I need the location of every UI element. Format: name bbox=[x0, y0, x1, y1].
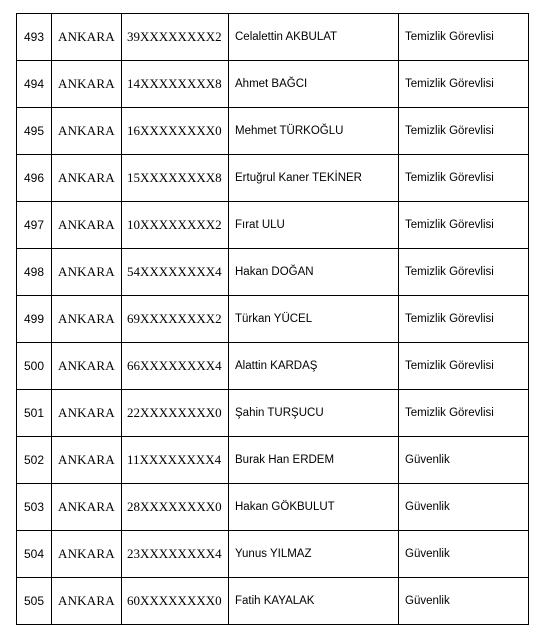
row-full-name: Hakan GÖKBULUT bbox=[229, 484, 399, 531]
table-row bbox=[17, 14, 529, 61]
row-id-number: 22XXXXXXXX0 bbox=[122, 390, 229, 437]
row-position: Temizlik Görevlisi bbox=[399, 61, 529, 108]
row-city: ANKARA bbox=[52, 108, 122, 155]
personnel-table-body bbox=[17, 14, 529, 625]
row-position: Temizlik Görevlisi bbox=[399, 108, 529, 155]
row-full-name: Celalettin AKBULAT bbox=[229, 14, 399, 61]
row-id-number: 16XXXXXXXX0 bbox=[122, 108, 229, 155]
row-position: Temizlik Görevlisi bbox=[399, 155, 529, 202]
table-row bbox=[17, 531, 529, 578]
row-number: 500 bbox=[17, 343, 52, 390]
row-city: ANKARA bbox=[52, 343, 122, 390]
row-full-name: Türkan YÜCEL bbox=[229, 296, 399, 343]
row-city: ANKARA bbox=[52, 484, 122, 531]
table-row bbox=[17, 343, 529, 390]
row-id-number: 28XXXXXXXX0 bbox=[122, 484, 229, 531]
row-position: Temizlik Görevlisi bbox=[399, 390, 529, 437]
row-full-name: Mehmet TÜRKOĞLU bbox=[229, 108, 399, 155]
row-number: 505 bbox=[17, 578, 52, 625]
row-full-name: Şahin TURŞUCU bbox=[229, 390, 399, 437]
row-city: ANKARA bbox=[52, 202, 122, 249]
row-id-number: 69XXXXXXXX2 bbox=[122, 296, 229, 343]
table-row bbox=[17, 155, 529, 202]
row-id-number: 39XXXXXXXX2 bbox=[122, 14, 229, 61]
table-row bbox=[17, 390, 529, 437]
row-city: ANKARA bbox=[52, 437, 122, 484]
row-city: ANKARA bbox=[52, 14, 122, 61]
row-id-number: 66XXXXXXXX4 bbox=[122, 343, 229, 390]
row-position: Güvenlik bbox=[399, 484, 529, 531]
row-number: 501 bbox=[17, 390, 52, 437]
row-id-number: 11XXXXXXXX4 bbox=[122, 437, 229, 484]
row-id-number: 60XXXXXXXX0 bbox=[122, 578, 229, 625]
row-position: Güvenlik bbox=[399, 531, 529, 578]
row-number: 493 bbox=[17, 14, 52, 61]
row-city: ANKARA bbox=[52, 390, 122, 437]
row-full-name: Yunus YILMAZ bbox=[229, 531, 399, 578]
row-city: ANKARA bbox=[52, 61, 122, 108]
row-position: Güvenlik bbox=[399, 578, 529, 625]
table-row bbox=[17, 437, 529, 484]
row-number: 502 bbox=[17, 437, 52, 484]
personnel-table bbox=[16, 13, 529, 625]
table-row bbox=[17, 484, 529, 531]
row-id-number: 14XXXXXXXX8 bbox=[122, 61, 229, 108]
row-full-name: Hakan DOĞAN bbox=[229, 249, 399, 296]
row-city: ANKARA bbox=[52, 155, 122, 202]
row-full-name: Ertuğrul Kaner TEKİNER bbox=[229, 155, 399, 202]
row-city: ANKARA bbox=[52, 249, 122, 296]
row-number: 494 bbox=[17, 61, 52, 108]
row-city: ANKARA bbox=[52, 296, 122, 343]
row-position: Temizlik Görevlisi bbox=[399, 296, 529, 343]
row-full-name: Burak Han ERDEM bbox=[229, 437, 399, 484]
table-row bbox=[17, 108, 529, 155]
row-full-name: Alattin KARDAŞ bbox=[229, 343, 399, 390]
row-full-name: Ahmet BAĞCI bbox=[229, 61, 399, 108]
table-row bbox=[17, 249, 529, 296]
row-number: 498 bbox=[17, 249, 52, 296]
row-number: 503 bbox=[17, 484, 52, 531]
table-row bbox=[17, 578, 529, 625]
row-position: Temizlik Görevlisi bbox=[399, 249, 529, 296]
row-position: Temizlik Görevlisi bbox=[399, 343, 529, 390]
row-id-number: 10XXXXXXXX2 bbox=[122, 202, 229, 249]
row-id-number: 15XXXXXXXX8 bbox=[122, 155, 229, 202]
table-row bbox=[17, 296, 529, 343]
table-row bbox=[17, 202, 529, 249]
row-number: 497 bbox=[17, 202, 52, 249]
row-id-number: 23XXXXXXXX4 bbox=[122, 531, 229, 578]
table-row bbox=[17, 61, 529, 108]
row-number: 496 bbox=[17, 155, 52, 202]
row-full-name: Fırat ULU bbox=[229, 202, 399, 249]
row-number: 495 bbox=[17, 108, 52, 155]
row-full-name: Fatih KAYALAK bbox=[229, 578, 399, 625]
row-city: ANKARA bbox=[52, 578, 122, 625]
row-position: Temizlik Görevlisi bbox=[399, 14, 529, 61]
row-position: Güvenlik bbox=[399, 437, 529, 484]
row-position: Temizlik Görevlisi bbox=[399, 202, 529, 249]
row-city: ANKARA bbox=[52, 531, 122, 578]
row-number: 499 bbox=[17, 296, 52, 343]
row-number: 504 bbox=[17, 531, 52, 578]
row-id-number: 54XXXXXXXX4 bbox=[122, 249, 229, 296]
